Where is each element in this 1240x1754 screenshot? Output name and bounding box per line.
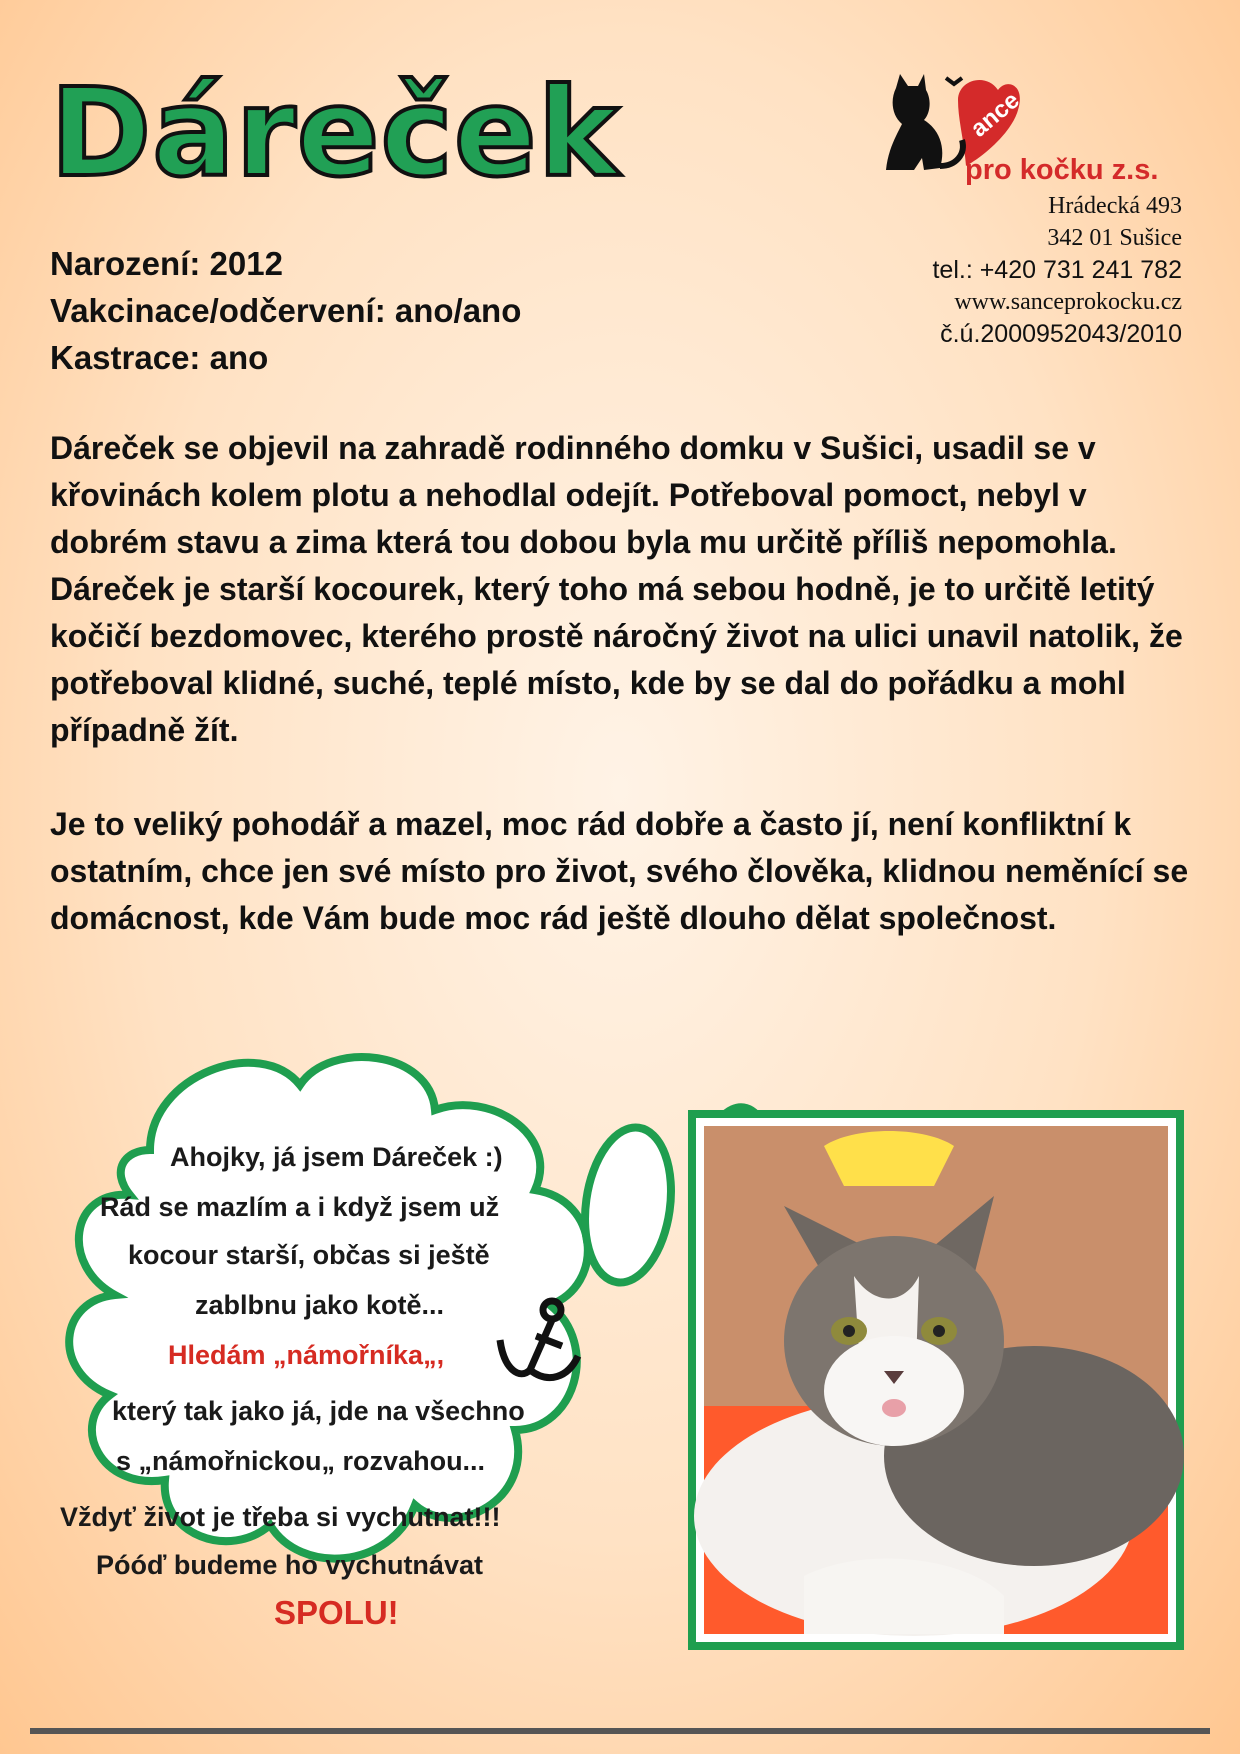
cat-illustration-icon <box>704 1126 1168 1634</box>
logo-heart-text: ance <box>965 86 1025 143</box>
contact-street: Hrádecká 493 <box>1048 193 1182 219</box>
footer-divider <box>30 1728 1210 1734</box>
bubble-line-5: Hledám „námořníka„, <box>168 1340 445 1370</box>
bubble-line-10: SPOLU! <box>274 1594 399 1631</box>
contact-web[interactable]: www.sanceprokocku.cz <box>954 289 1182 315</box>
contact-phone[interactable]: tel.: +420 731 241 782 <box>932 256 1182 284</box>
bubble-line-3: kocour starší, občas si ještě <box>128 1240 490 1270</box>
contact-city: 342 01 Sušice <box>1047 225 1182 251</box>
bubble-line-2: Rád se mazlím a i když jsem už <box>100 1192 500 1222</box>
story-paragraph-3: Je to veliký pohodář a mazel, moc rád dobře a často jí, není konfliktní k ostatním, chce jen své místo pro život, svého člověka, klidnou neměnící se domácnost, kde Vám bude moc rád ještě dlouho dělat společnost. <box>50 806 1189 936</box>
bubble-line-8: Vždyť život je třeba si vychutnat!!! <box>60 1502 501 1532</box>
cat-photo-frame <box>688 1110 1184 1650</box>
info-vaccination: Vakcinace/odčervení: ano/ano <box>50 292 522 329</box>
bubble-line-9: Póóď budeme ho vychutnávat <box>96 1550 483 1580</box>
story-paragraph-1: Dáreček se objevil na zahradě rodinného domku v Sušici, usadil se v křovinách kolem plotu a nehodlal odejít. Potřeboval pomoct, nebyl v dobrém stavu a zima která tou dobou byla mu určitě příliš nepomohla. <box>50 430 1117 560</box>
page-title: Dáreček <box>50 62 620 204</box>
story-paragraph-2: Dáreček je starší kocourek, který toho má sebou hodně, je to určitě letitý kočičí bezdomovec, kterého prostě náročný život na ulici unavil natolik, že potřeboval klidné, suché, teplé místo, kde by se dal do pořádku a mohl případně žít. <box>50 571 1183 748</box>
bubble-line-6: který tak jako já, jde na všechno <box>112 1396 525 1426</box>
cat-photo <box>704 1126 1168 1634</box>
bubble-line-1: Ahojky, já jsem Dáreček :) <box>170 1142 503 1172</box>
bubble-line-4: zablbnu jako kotě... <box>195 1290 445 1320</box>
bubble-line-7: s „námořnickou„ rozvahou... <box>116 1446 486 1476</box>
organization-name: pro kočku z.s. <box>965 154 1159 186</box>
info-castration: Kastrace: ano <box>50 339 269 376</box>
contact-account: č.ú.2000952043/2010 <box>940 320 1182 348</box>
info-birth: Narození: 2012 <box>50 245 283 282</box>
